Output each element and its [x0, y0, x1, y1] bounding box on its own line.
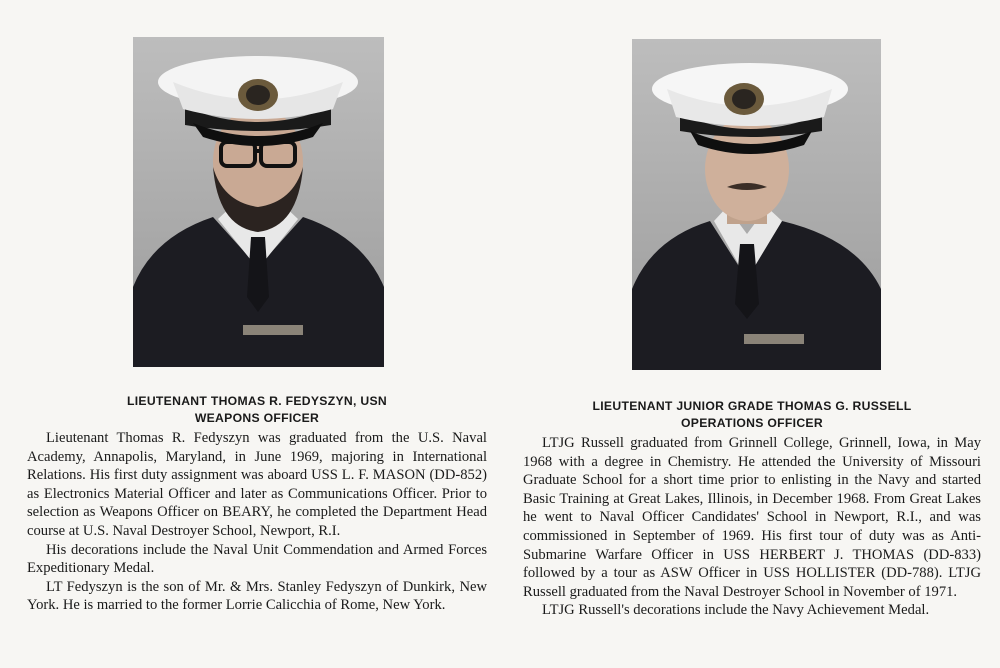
bio-paragraph: LT Fedyszyn is the son of Mr. & Mrs. Stanley Fedyszyn of Dunkirk, New York. He is married to the former Lorrie Calicchia of Rome, New York.: [27, 578, 487, 614]
bio-paragraph: Lieutenant Thomas R. Fedyszyn was graduated from the U.S. Naval Academy, Annapolis, Maryland, in June 1969, majoring in International Relations. His first duty assignment was aboard USS L. F. MASON (DD-852) as Electronics Material Officer and later as Communications Officer. Prior to selection as Weapons Officer on BEARY, he completed the Department Head course at U.S. Naval Destroyer School, Newport, R.I.: [27, 430, 487, 539]
bio-paragraph: His decorations include the Naval Unit Commendation and Armed Forces Expeditionary Medal.: [27, 541, 487, 577]
portrait-photo-russell: [632, 39, 881, 370]
bio-russell: [523, 398, 981, 620]
bio-fedyszyn: [27, 393, 487, 615]
officer-name: LIEUTENANT JUNIOR GRADE THOMAS G. RUSSELL: [592, 399, 912, 413]
portrait-figure: [133, 37, 384, 367]
officer-name: LIEUTENANT THOMAS R. FEDYSZYN, USN: [126, 394, 388, 408]
officer-role: WEAPONS OFFICER: [194, 411, 320, 425]
officer-role: OPERATIONS OFFICER: [681, 416, 823, 430]
portrait-figure: [632, 39, 881, 370]
bio-paragraph: LTJG Russell graduated from Grinnell College, Grinnell, Iowa, in May 1968 with a degree in Chemistry. He attended the University of Missouri Graduate School for a short time prior to enlisting in the Navy and started Basic Training at Great Lakes, Illinois, in December 1968. From Great Lakes he went to Naval Officer Candidates' School in Newport, R.I., and was commissioned in September of 1969. His first tour of duty was as Anti-Submarine Warfare Officer in USS HERBERT J. THOMAS (DD-833) followed by a tour as ASW Officer in USS HOLLISTER (DD-788). LTJG Russell graduated from the Naval Destroyer School in November of 1971.: [523, 435, 981, 600]
portrait-photo-fedyszyn: [133, 37, 384, 367]
bio-paragraph: LTJG Russell's decorations include the Navy Achievement Medal.: [542, 602, 930, 619]
